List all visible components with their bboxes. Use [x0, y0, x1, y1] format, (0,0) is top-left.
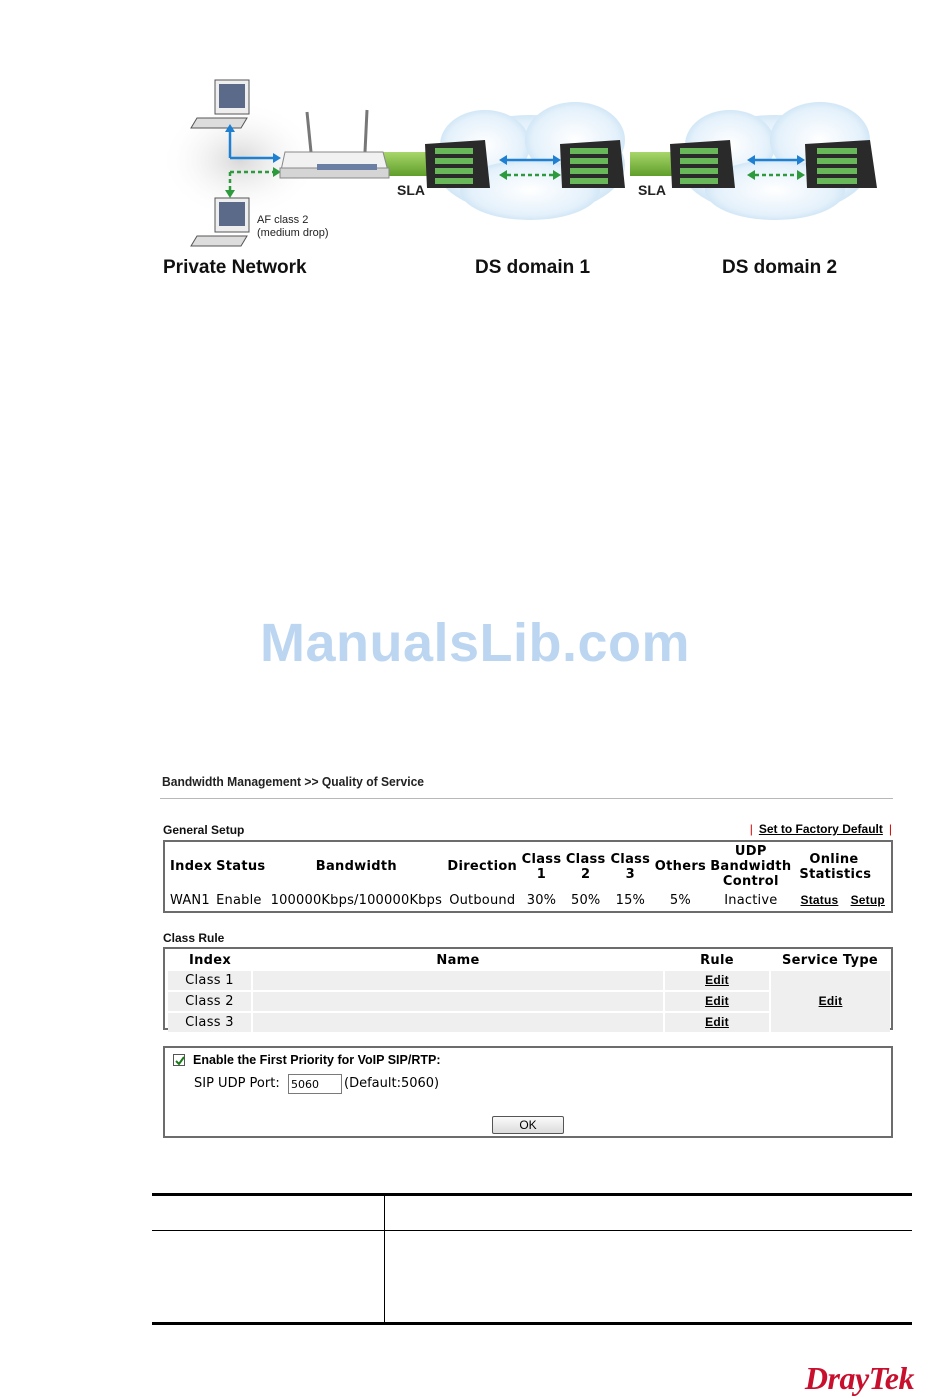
cell-class2: 50%: [570, 892, 601, 908]
class-2-rule-edit-link[interactable]: Edit: [705, 994, 729, 1008]
af-class-note-2: (medium drop): [257, 227, 329, 239]
check-icon: [174, 1055, 186, 1067]
class-rule-table: [168, 950, 890, 1032]
sip-default-hint: (Default:5060): [344, 1076, 440, 1091]
qos-network-diagram: [155, 60, 895, 300]
set-to-factory-default-link[interactable]: Set to Factory Default: [758, 822, 883, 836]
description-table: [152, 1193, 912, 1325]
header-name: Name: [436, 953, 480, 968]
cell-class1: 30%: [526, 892, 557, 908]
table-rule-mid: [152, 1230, 912, 1231]
header-service-type: Service Type: [781, 953, 879, 968]
breadcrumb: Bandwidth Management >> Quality of Service: [162, 774, 425, 789]
status-link[interactable]: Status: [800, 892, 839, 907]
cell-index: WAN1: [170, 892, 210, 908]
header-bandwidth: Bandwidth: [315, 859, 397, 874]
computer-icon: [191, 80, 249, 128]
cell-udp-control: Inactive: [724, 892, 778, 908]
class-index: Class 1: [168, 971, 252, 991]
header-udp-bandwidth-control: UDP Bandwidth Control: [710, 844, 792, 889]
cell-status: Enable: [216, 892, 262, 908]
header-class2: Class 2: [565, 851, 606, 882]
sip-udp-port-label: SIP UDP Port:: [194, 1076, 280, 1091]
sip-udp-port-input[interactable]: [288, 1074, 342, 1094]
server-rack-icon: [560, 140, 625, 188]
divider: [160, 798, 893, 799]
label-ds-domain-2: DS domain 2: [722, 257, 838, 278]
class-3-rule-edit-link[interactable]: Edit: [705, 1015, 729, 1029]
table-row: [168, 889, 890, 911]
class-rule-title: Class Rule: [163, 931, 225, 945]
general-setup-table-box: [163, 840, 893, 913]
class-name: [252, 1012, 664, 1032]
ok-button[interactable]: OK: [492, 1116, 564, 1134]
general-setup-title: General Setup: [163, 823, 245, 837]
factory-default-link-wrap: | Set to Factory Default |: [749, 822, 892, 836]
af-class-note: AF class 2: [257, 214, 309, 226]
voip-priority-box: [163, 1046, 893, 1138]
cell-bandwidth: 100000Kbps/100000Kbps: [270, 892, 443, 908]
table-rule-bottom: [152, 1322, 912, 1325]
service-type-edit-link[interactable]: Edit: [818, 994, 843, 1008]
header-status: Status: [216, 859, 266, 874]
draytek-logo: DrayTek: [804, 1360, 914, 1396]
general-setup-table: [168, 844, 890, 911]
class-name: [252, 971, 664, 991]
header-class-index: Index: [188, 953, 232, 968]
voip-priority-label: Enable the First Priority for VoIP SIP/RTP:: [193, 1053, 441, 1067]
server-rack-icon: [670, 140, 735, 188]
header-class1: Class 1: [521, 851, 562, 882]
table-rule-top: [152, 1193, 912, 1196]
class-index: Class 3: [168, 1012, 252, 1032]
cell-others: 5%: [669, 892, 691, 908]
class-1-rule-edit-link[interactable]: Edit: [705, 973, 729, 987]
table-column-divider: [384, 1193, 385, 1325]
setup-link[interactable]: Setup: [850, 892, 885, 907]
class-index: Class 2: [168, 991, 252, 1012]
label-private-network: Private Network: [163, 257, 307, 278]
sla-label-2: SLA: [638, 182, 666, 198]
label-ds-domain-1: DS domain 1: [475, 257, 591, 278]
header-online-statistics: Online Statistics: [799, 851, 872, 882]
class-name: [252, 991, 664, 1012]
header-direction: Direction: [447, 859, 518, 874]
server-rack-icon: [805, 140, 877, 188]
server-rack-icon: [425, 140, 490, 188]
cell-class3: 15%: [615, 892, 646, 908]
table-row: [168, 971, 890, 991]
header-class3: Class 3: [610, 851, 651, 882]
watermark: ManualsLib.com: [259, 613, 691, 673]
header-rule: Rule: [700, 953, 734, 968]
header-index: Index: [170, 859, 213, 874]
class-rule-table-box: [163, 947, 893, 1030]
header-others: Others: [654, 859, 707, 874]
sla-label-1: SLA: [397, 182, 425, 198]
voip-priority-checkbox[interactable]: [173, 1054, 185, 1066]
cell-direction: Outbound: [449, 892, 516, 908]
